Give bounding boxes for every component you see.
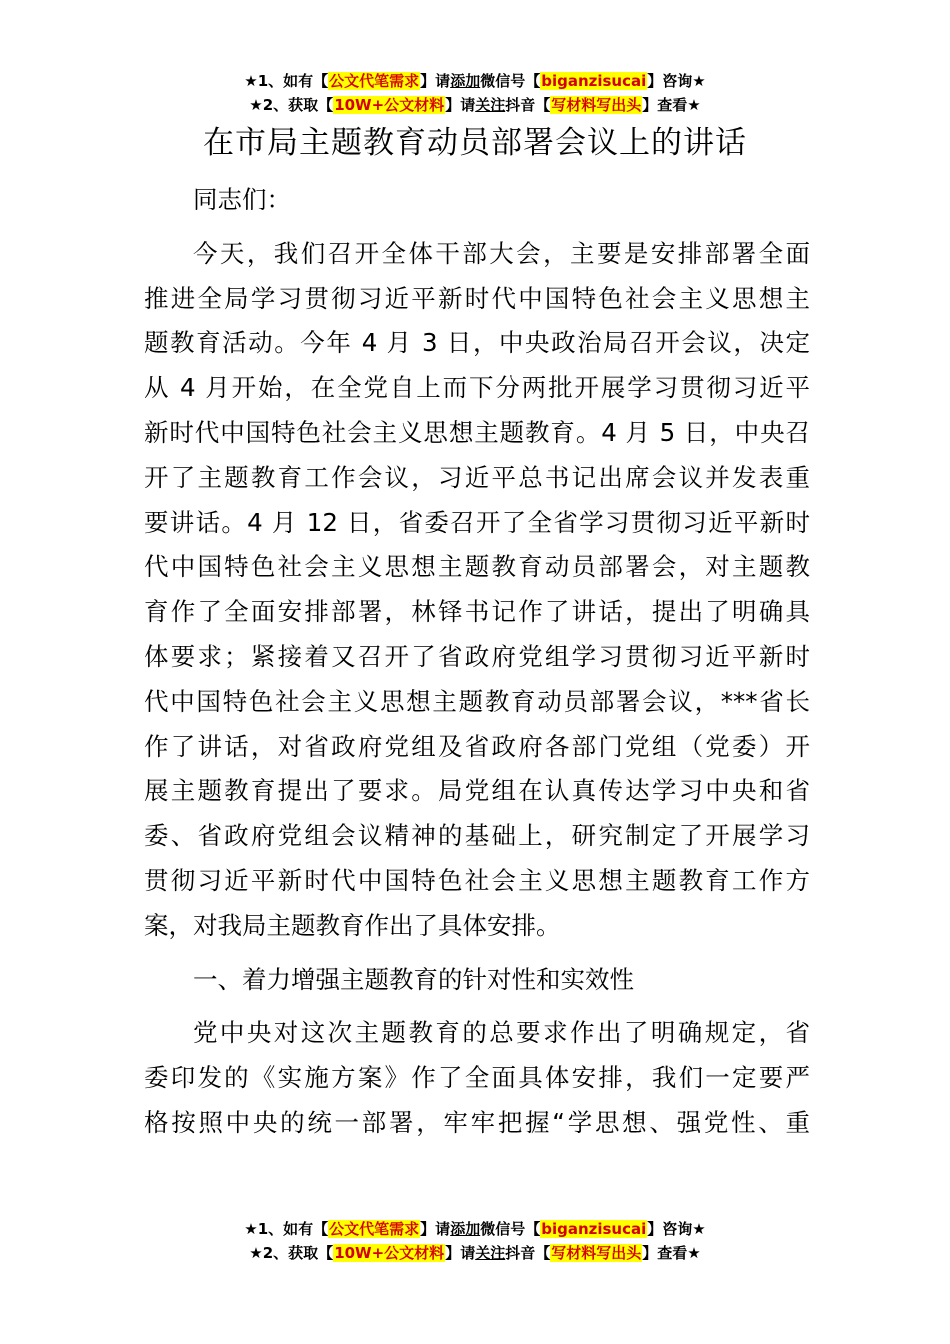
banner-highlight: 公文代笔需求 — [329, 72, 420, 90]
banner-text: ★1、如有【 — [244, 1220, 329, 1238]
paragraph-line: 体要求；紧接着又召开了省政府党组学习贯彻习近平新时 — [144, 641, 810, 671]
paragraph-line: 委、省政府党组会议精神的基础上，研究制定了开展学习 — [144, 821, 810, 851]
spacer — [144, 1002, 810, 1011]
document-body — [144, 178, 810, 1146]
banner-text: 】请 — [420, 72, 451, 90]
paragraph-line: 委印发的《实施方案》作了全面具体安排，我们一定要严 — [144, 1063, 810, 1093]
banner-text: ★1、如有【 — [244, 72, 329, 90]
banner-text: 】查看★ — [642, 1244, 701, 1262]
paragraph-line: 要讲话。4 月 12 日，省委召开了全省学习贯彻习近平新时 — [144, 507, 810, 537]
banner-highlight: 10W+公文材料 — [334, 1244, 445, 1262]
paragraph-2 — [144, 1011, 810, 1145]
banner-text: 】咨询★ — [647, 72, 706, 90]
paragraph-line: 育作了全面安排部署，林铎书记作了讲话，提出了明确具 — [144, 597, 810, 627]
banner-highlight: 10W+公文材料 — [334, 96, 445, 114]
banner-highlight: 写材料写出头 — [551, 1244, 642, 1262]
banner-text: 】查看★ — [642, 96, 701, 114]
header-banner — [0, 70, 950, 118]
banner-line-2 — [0, 1242, 950, 1266]
banner-underlined-text: 添加 — [450, 72, 481, 90]
paragraph-line: 代中国特色社会主义思想主题教育动员部署会议，***省长 — [144, 686, 810, 716]
paragraph-line: 题教育活动。今年 4 月 3 日，中央政治局召开会议，决定 — [144, 328, 810, 358]
spacer — [144, 949, 810, 958]
paragraph-line: 格按照中央的统一部署，牢牢把握“学思想、强党性、重 — [144, 1107, 810, 1137]
banner-text: ★2、获取【 — [249, 96, 334, 114]
banner-text: 】咨询★ — [647, 1220, 706, 1238]
document-title: 在市局主题教育动员部署会议上的讲话 — [203, 125, 747, 161]
banner-text: ★2、获取【 — [249, 1244, 334, 1262]
banner-text: 】请 — [445, 1244, 476, 1262]
banner-underlined-text: 关注 — [475, 96, 506, 114]
paragraph-line: 推进全局学习贯彻习近平新时代中国特色社会主义思想主 — [144, 283, 810, 313]
paragraph-line: 开了主题教育工作会议，习近平总书记出席会议并发表重 — [144, 462, 810, 492]
banner-line-1 — [0, 70, 950, 94]
paragraph-1 — [144, 232, 810, 949]
paragraph-line: 今天，我们召开全体干部大会，主要是安排部署全面 — [193, 238, 810, 268]
banner-text: 微信号【 — [480, 1220, 541, 1238]
banner-highlight: 写材料写出头 — [551, 96, 642, 114]
banner-text: 抖音【 — [505, 1244, 551, 1262]
banner-line-2 — [0, 94, 950, 118]
paragraph-line: 党中央对这次主题教育的总要求作出了明确规定，省 — [193, 1018, 810, 1048]
paragraph-line: 从 4 月开始，在全党自上而下分两批开展学习贯彻习近平 — [144, 373, 810, 403]
footer-banner — [0, 1218, 950, 1266]
salutation: 同志们： — [193, 185, 291, 214]
paragraph-line: 作了讲话，对省政府党组及省政府各部门党组（党委）开 — [144, 731, 810, 761]
banner-underlined-text: 添加 — [450, 1220, 481, 1238]
paragraph-line: 新时代中国特色社会主义思想主题教育。4 月 5 日，中央召 — [144, 417, 810, 447]
banner-highlight: biganzisucai — [541, 1220, 647, 1238]
banner-highlight: biganzisucai — [541, 72, 647, 90]
banner-text: 微信号【 — [480, 72, 541, 90]
banner-text: 】请 — [420, 1220, 451, 1238]
banner-highlight: 公文代笔需求 — [329, 1220, 420, 1238]
paragraph-line: 贯彻习近平新时代中国特色社会主义思想主题教育工作方 — [144, 865, 810, 895]
banner-underlined-text: 关注 — [475, 1244, 506, 1262]
section-heading: 一、着力增强主题教育的针对性和实效性 — [193, 964, 634, 994]
paragraph-line: 案，对我局主题教育作出了具体安排。 — [144, 910, 561, 940]
banner-text: 】请 — [445, 96, 476, 114]
paragraph-line: 展主题教育提出了要求。局党组在认真传达学习中央和省 — [144, 776, 810, 806]
banner-line-1 — [0, 1218, 950, 1242]
paragraph-line: 代中国特色社会主义思想主题教育动员部署会，对主题教 — [144, 552, 810, 582]
banner-text: 抖音【 — [505, 96, 551, 114]
